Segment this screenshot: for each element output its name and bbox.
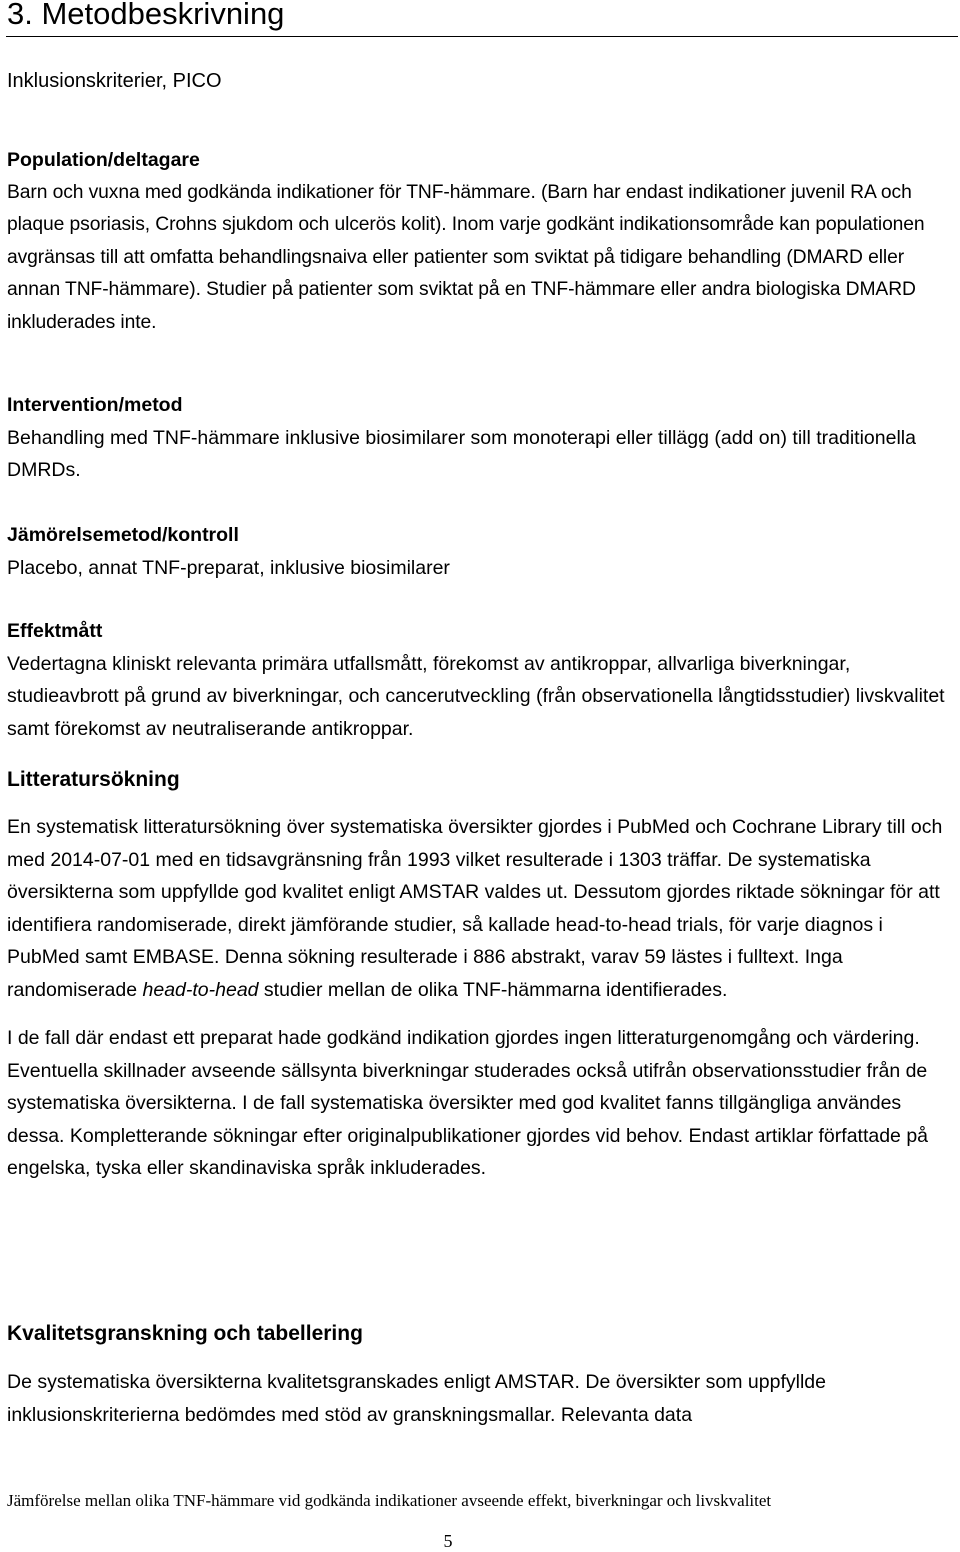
population-section [7, 144, 952, 339]
literature-p1-text-end: studier mellan de olika TNF-hämmarna identifierades. [258, 978, 728, 1001]
comparison-title: Jämörelsemetod/kontroll [7, 524, 239, 546]
quality-text: De systematiska översikterna kvalitetsgranskades enligt AMSTAR. De översikter som uppfyllde inklusionskriterierna bedömdes med stöd av granskningsmallar. Relevanta data [7, 1371, 826, 1426]
literature-title: Litteratursökning [7, 768, 180, 791]
literature-paragraph-1 [7, 811, 952, 1006]
footer-text: Jämförelse mellan olika TNF-hämmare vid godkända indikationer avseende effekt, biverkningar och livskvalitet [7, 1491, 772, 1510]
heading-rule [6, 36, 958, 37]
quality-title: Kvalitetsgranskning och tabellering [7, 1322, 363, 1345]
intervention-text: Behandling med TNF-hämmare inklusive biosimilarer som monoterapi eller tillägg (add on) till traditionella DMRDs. [7, 426, 916, 481]
intervention-section [7, 389, 952, 487]
outcome-text: Vedertagna kliniskt relevanta primära utfallsmått, förekomst av antikroppar, allvarliga biverkningar, studieavbrott på grund av biverkningar, och cancerutveckling (från observationella långtidsstudier) livskvalitet samt förekomst av neutraliserande antikroppar. [7, 652, 945, 740]
literature-section [7, 811, 952, 1185]
outcome-title: Effektmått [7, 620, 103, 642]
outcome-section [7, 615, 952, 745]
comparison-section [7, 519, 952, 584]
literature-p1-text: En systematisk litteratursökning över systematiska översikter gjordes i PubMed och Cochrane Library till och med 2014-07-01 med en tidsavgränsning från 1993 vilket resulterade i 1303 träffar. De systematiska översikterna som uppfyllde god kvalitet enligt AMSTAR valdes ut. Dessutom gjordes riktade sökningar för att identifiera randomiserade, direkt jämförande studier, så kallade head-to-head trials, för varje diagnos i PubMed samt EMBASE. Denna sökning resulterade i 886 abstrakt, varav 59 lästes i fulltext. Inga randomiserade [7, 816, 943, 1001]
page-number-value: 5 [443, 1531, 453, 1551]
intervention-title: Intervention/metod [7, 394, 183, 416]
population-title: Population/deltagare [7, 149, 200, 171]
page-number [0, 1530, 960, 1552]
literature-p1-italic: head-to-head [142, 978, 259, 1001]
inclusion-title: Inklusionskriterier, PICO [7, 70, 222, 92]
comparison-text: Placebo, annat TNF-preparat, inklusive biosimilarer [7, 556, 450, 579]
section-heading: 3. Metodbeskrivning [7, 0, 285, 31]
literature-paragraph-2: I de fall där endast ett preparat hade godkänd indikation gjordes ingen litteraturgenomgång och värdering. Eventuella skillnader avseende sällsynta biverkningar studerades också utifrån observationsstudier från de systematiska översikterna. I de fall systematiska översikter med god kvalitet fanns tillgängliga användes dessa. Kompletterande sökningar efter originalpublikationer gjordes vid behov. Endast artiklar författade på engelska, tyska eller skandinaviska språk inkluderades. [7, 1027, 929, 1179]
quality-section [7, 1366, 952, 1431]
population-text: Barn och vuxna med godkända indikationer för TNF-hämmare. (Barn har endast indikationer juvenil RA och plaque psoriasis, Crohns sjukdom och ulcerös kolit). Inom varje godkänt indikationsområde kan populationen avgränsas till att omfatta behandlingsnaiva eller patienter som sviktat på tidigare behandling (DMARD eller annan TNF-hämmare). Studier på patienter som sviktat på en TNF-hämmare eller andra biologiska DMARD inkluderades inte. [7, 181, 925, 333]
